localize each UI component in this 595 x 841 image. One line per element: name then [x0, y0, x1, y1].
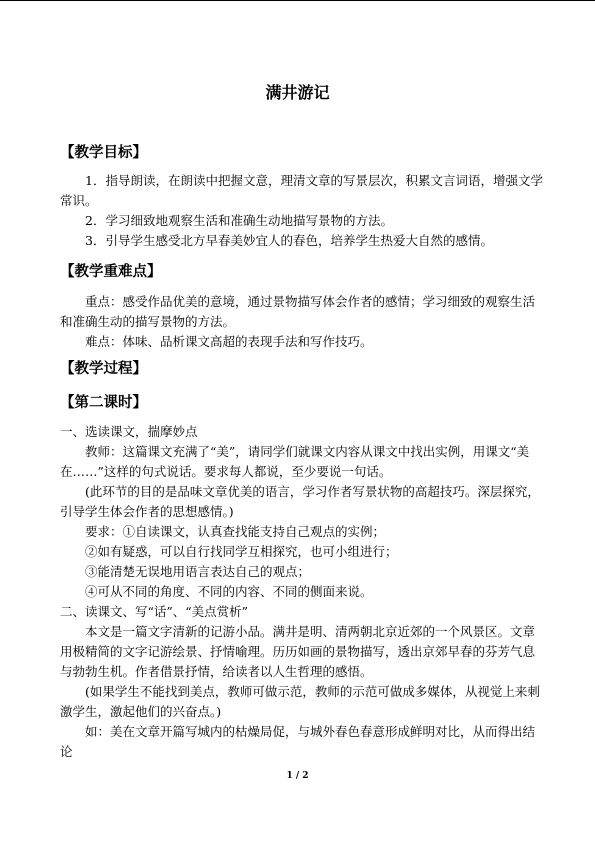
heading-period: 【第二课时】 — [60, 394, 147, 411]
key-item: 重点：感受作品优美的意境，通过景物描写体会作者的感情；学习细致的观察生活和准确生动的描写景物的方法。 — [60, 294, 536, 329]
key-item: 难点：体味、品析课文高超的表现手法和写作技巧。 — [85, 334, 373, 349]
key-points-list — [60, 292, 546, 352]
requirement-item: ②如有疑惑，可以自行找同学互相探究，也可小组进行； — [85, 544, 398, 559]
part-one-title: 一、选读课文，揣摩妙点 — [60, 424, 198, 439]
page-number: 1 / 2 — [286, 771, 309, 781]
requirement-item: ④可从不同的角度、不同的内容、不同的侧面来说。 — [85, 584, 373, 599]
part-two-title: 二、读课文、写“话”、“美点赏析” — [60, 604, 249, 619]
heading-goals: 【教学目标】 — [60, 144, 147, 161]
heading-process: 【教学过程】 — [60, 360, 147, 377]
paragraph: (此环节的目的是品味文章优美的语言，学习作者写景状物的高超技巧。深层探究，引导学生体会作者的思想感情。) — [60, 484, 540, 519]
paragraph: 如：美在文章开篇写城内的枯燥局促，与城外春色春意形成鲜明对比，从而得出结论 — [60, 724, 536, 759]
paragraph: 教师：这篇课文充满了“美”，请同学们就课文内容从课文中找出实例，用课文“美在……”这样的句式说话。要求每人都说，至少要说一句话。 — [60, 444, 530, 479]
goal-item: 3．引导学生感受北方早春美妙宜人的春色，培养学生热爱大自然的感情。 — [85, 233, 493, 248]
heading-key-points: 【教学重难点】 — [60, 263, 162, 280]
goals-list — [60, 171, 546, 251]
document-title: 满井游记 — [265, 83, 330, 102]
paragraph: 本文是一篇文字清新的记游小品。满井是明、清两朝北京近郊的一个风景区。文章用极精简的文字记游绘景、抒情喻理。历历如画的景物描写，透出京郊早春的芬芳气息与勃勃生机。作者借景抒情，给读者以人生哲理的感悟。 — [60, 624, 536, 679]
paragraph: (如果学生不能找到美点，教师可做示范，教师的示范可做成多媒体，从视觉上来刺激学生，激起他们的兴奋点。) — [60, 684, 540, 719]
top-rule — [0, 0, 595, 1]
goal-item: 1．指导朗读，在朗读中把握文意，理清文章的写景层次，积累文言词语，增强文学常识。 — [60, 173, 543, 208]
goal-item: 2．学习细致地观察生活和准确生动地描写景物的方法。 — [85, 213, 393, 228]
requirement-item: ③能清楚无误地用语言表达自己的观点； — [85, 564, 311, 579]
part-one — [60, 422, 546, 762]
requirement-item: 要求：①自读课文，认真查找能支持自己观点的实例； — [85, 524, 386, 539]
